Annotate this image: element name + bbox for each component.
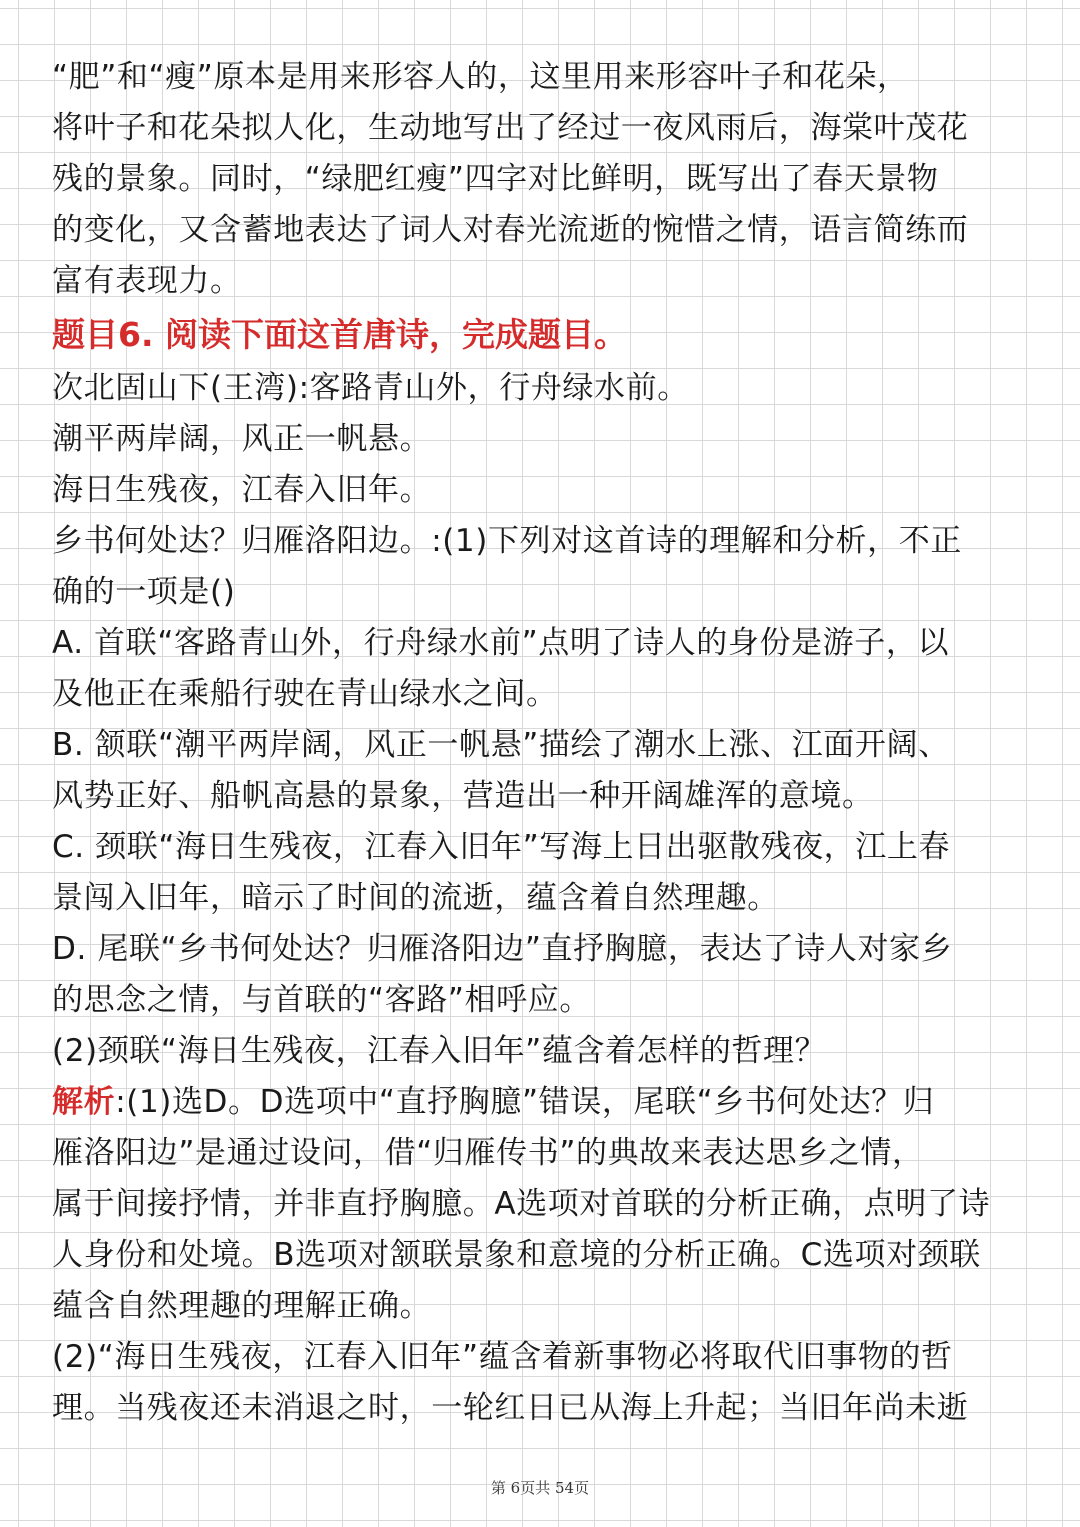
analysis-first-line xyxy=(52,1077,1032,1128)
intro-line: 将叶子和花朵拟人化，生动地写出了经过一夜风雨后，海棠叶茂花 xyxy=(52,110,969,146)
intro-line: 残的景象。同时，“绿肥红瘦”四字对比鲜明，既写出了春天景物 xyxy=(52,161,939,197)
intro-line: 的变化，又含蓄地表达了词人对春光流逝的惋惜之情，语言简练而 xyxy=(52,212,969,248)
document-body xyxy=(52,52,1032,1434)
option-line: 风势正好、船帆高悬的景象，营造出一种开阔雄浑的意境。 xyxy=(52,778,874,814)
analysis-line: (2)“海日生残夜，江春入旧年”蕴含着新事物必将取代旧事物的哲 xyxy=(52,1339,953,1375)
option-line: C. 颈联“海日生残夜，江春入旧年”写海上日出驱散残夜，江上春 xyxy=(52,829,951,865)
option-line: 的思念之情，与首联的“客路”相呼应。 xyxy=(52,982,591,1018)
poem-line: 次北固山下(王湾):客路青山外，行舟绿水前。 xyxy=(52,370,689,406)
intro-line: “肥”和“瘦”原本是用来形容人的，这里用来形容叶子和花朵， xyxy=(52,59,909,95)
poem-line: 确的一项是() xyxy=(52,574,236,610)
intro-line: 富有表现力。 xyxy=(52,263,242,299)
poem-line: 乡书何处达？归雁洛阳边。:(1)下列对这首诗的理解和分析，不正 xyxy=(52,523,962,559)
question-2: (2)颈联“海日生残夜，江春入旧年”蕴含着怎样的哲理？ xyxy=(52,1033,827,1069)
option-line: B. 颔联“潮平两岸阔，风正一帆悬”描绘了潮水上涨、江面开阔、 xyxy=(52,727,950,763)
poem-line: 海日生残夜，江春入旧年。 xyxy=(52,472,432,508)
poem-line: 潮平两岸阔，风正一帆悬。 xyxy=(52,421,432,457)
analysis-label: 解析 xyxy=(52,1084,116,1120)
question-heading: 题目6. 阅读下面这首唐诗，完成题目。 xyxy=(52,315,627,354)
page-number-footer: 第 6页共 54页 xyxy=(490,1479,590,1497)
analysis-line: 人身份和处境。B选项对颔联景象和意境的分析正确。C选项对颈联 xyxy=(52,1237,981,1273)
analysis-line: 蕴含自然理趣的理解正确。 xyxy=(52,1288,432,1324)
analysis-line: 雁洛阳边”是通过设问，借“归雁传书”的典故来表达思乡之情， xyxy=(52,1135,924,1171)
option-line: 景闯入旧年，暗示了时间的流逝，蕴含着自然理趣。 xyxy=(52,880,779,916)
option-line: D. 尾联“乡书何处达？归雁洛阳边”直抒胸臆，表达了诗人对家乡 xyxy=(52,931,953,967)
analysis-line: 属于间接抒情，并非直抒胸臆。A选项对首联的分析正确，点明了诗 xyxy=(52,1186,991,1222)
analysis-text: :(1)选D。D选项中“直抒胸臆”错误，尾联“乡书何处达？归 xyxy=(115,1084,935,1120)
option-line: 及他正在乘船行驶在青山绿水之间。 xyxy=(52,676,558,712)
analysis-line: 理。当残夜还未消退之时，一轮红日已从海上升起；当旧年尚未逝 xyxy=(52,1390,969,1426)
option-line: A. 首联“客路青山外，行舟绿水前”点明了诗人的身份是游子，以 xyxy=(52,625,950,661)
